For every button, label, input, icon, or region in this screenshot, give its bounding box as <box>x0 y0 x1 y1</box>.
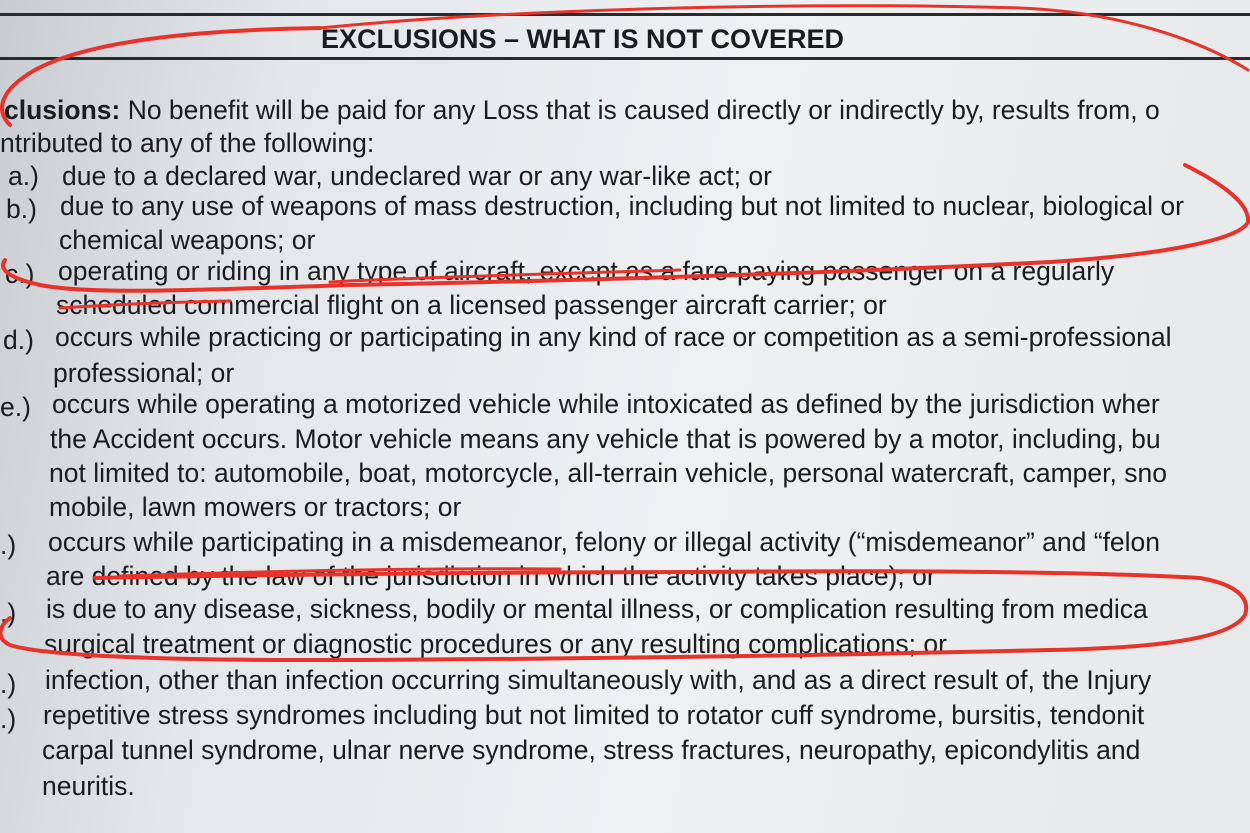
item-d-line-1: occurs while practicing or participating in any kind of race or competition as a semi-professional <box>55 322 1172 352</box>
item-f-marker: .) <box>0 530 17 560</box>
item-d-marker: d.) <box>3 325 34 355</box>
item-a-marker: a.) <box>8 161 39 191</box>
item-c-line-1: operating or riding in any type of aircraft, except as a fare-paying passenger on a regularly <box>58 256 1115 286</box>
item-i-line-3: neuritis. <box>42 771 135 801</box>
item-e-marker: e.) <box>0 392 31 422</box>
header-bottom-rule <box>0 57 1250 60</box>
item-e-line-3: not limited to: automobile, boat, motorcycle, all-terrain vehicle, personal watercraft, camper, sno <box>49 458 1167 488</box>
item-b-marker: b.) <box>6 194 37 224</box>
intro-label: clusions: <box>4 95 121 125</box>
item-f-line-1: occurs while participating in a misdemeanor, felony or illegal activity (“misdemeanor” and “felon <box>48 527 1161 557</box>
intro-text-1: No benefit will be paid for any Loss that is caused directly or indirectly by, results from, o <box>120 95 1160 125</box>
item-i-line-2: carpal tunnel syndrome, ulnar nerve syndrome, stress fractures, neuropathy, epicondylitis and <box>42 735 1141 765</box>
item-h-marker: .) <box>0 669 17 699</box>
section-title: EXCLUSIONS – WHAT IS NOT COVERED <box>320 24 845 54</box>
item-i-line-1: repetitive stress syndromes including but not limited to rotator cuff syndrome, bursitis, tendonit <box>43 700 1145 730</box>
intro-line-1 <box>4 95 1160 125</box>
item-c-marker: c.) <box>5 259 35 289</box>
header-top-rule <box>0 13 1250 16</box>
item-c-line-2: scheduled commercial flight on a licensed passenger aircraft carrier; or <box>56 290 887 320</box>
item-h-line-1: infection, other than infection occurring simultaneously with, and as a direct result of, the Injury <box>45 665 1152 695</box>
item-b-line-1: due to any use of weapons of mass destruction, including but not limited to nuclear, biological or <box>60 191 1184 221</box>
item-g-marker: .) <box>0 598 17 628</box>
item-g-line-1: is due to any disease, sickness, bodily or mental illness, or complication resulting from medica <box>46 594 1148 624</box>
item-b-line-2: chemical weapons; or <box>59 225 316 255</box>
item-g-line-2: surgical treatment or diagnostic procedures or any resulting complications; or <box>44 629 947 659</box>
item-e-line-1: occurs while operating a motorized vehicle while intoxicated as defined by the jurisdiction wher <box>52 389 1160 419</box>
item-d-line-2: professional; or <box>53 358 235 388</box>
item-e-line-4: mobile, lawn mowers or tractors; or <box>49 492 462 522</box>
item-a-line-1: due to a declared war, undeclared war or any war-like act; or <box>62 161 772 191</box>
item-e-line-2: the Accident occurs. Motor vehicle means any vehicle that is powered by a motor, including, bu <box>50 424 1161 454</box>
item-i-marker: .) <box>0 704 17 734</box>
item-f-line-2: are defined by the law of the jurisdiction in which the activity takes place); or <box>46 561 936 591</box>
intro-line-2: ntributed to any of the following: <box>0 128 375 158</box>
